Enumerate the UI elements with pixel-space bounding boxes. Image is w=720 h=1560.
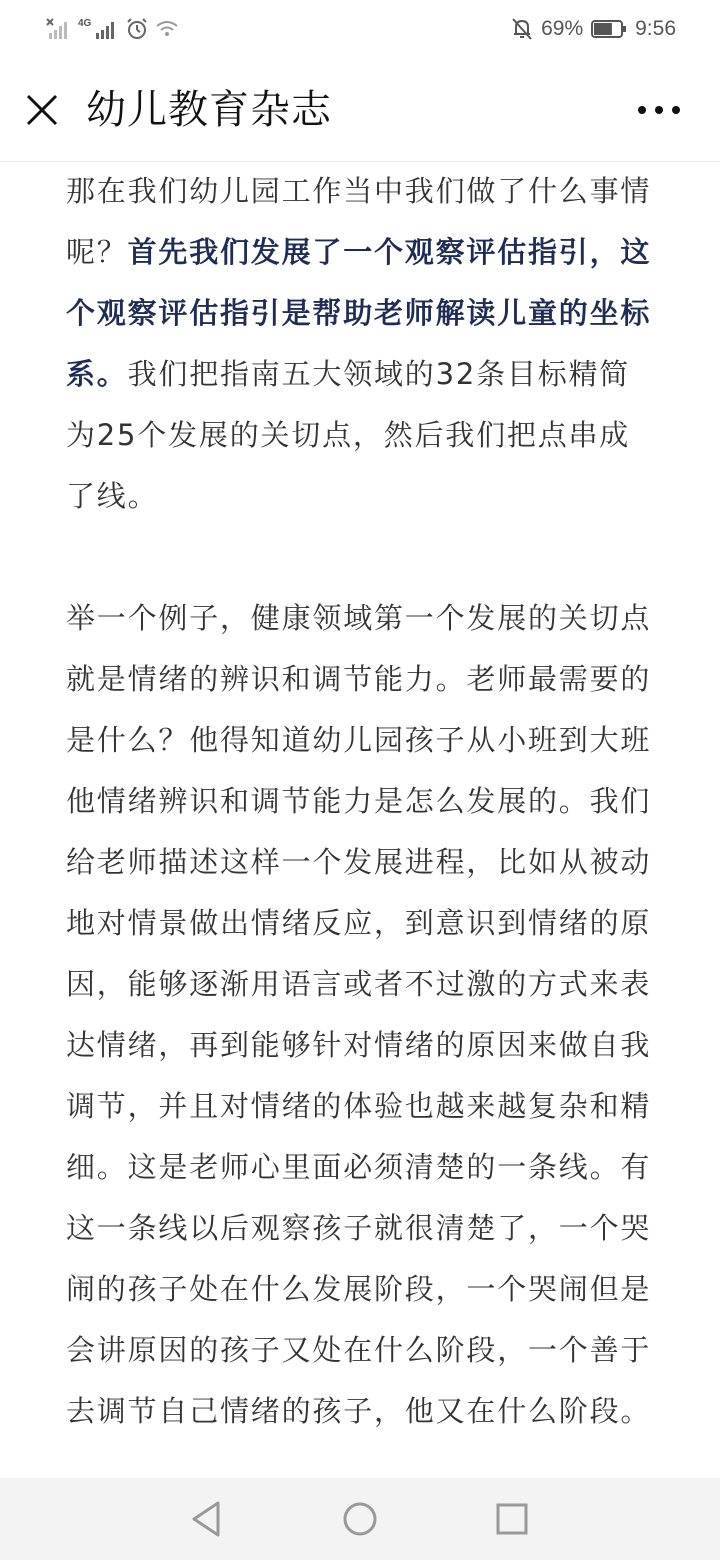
article-paragraph-2: 举一个例子，健康领域第一个发展的关切点就是情绪的辨识和调节能力。老师最需要的是什么？他得知道幼儿园孩子从小班到大班他情绪辨识和调节能力是怎么发展的。我们给老师描述这样一个发展进程，比如从被动地对情景做出情绪反应，到意识到情绪的原因，能够逐渐用语言或者不过激的方式来表达情绪，再到能够针对情绪的原因来做自我调节，并且对情绪的体验也越来越复杂和精细。这是老师心里面必须清楚的一条线。有这一条线以后观察孩子就很清楚了，一个哭闹的孩子处在什么发展阶段，一个哭闹但是会讲原因的孩子又处在什么阶段，一个善于去调节自己情绪的孩子，他又在什么阶段。 xyxy=(66,601,652,1428)
signal-icon xyxy=(95,18,119,40)
close-icon xyxy=(22,90,62,130)
paragraph-text: 那在我们幼儿园工作当中我们做了什么事情呢？ xyxy=(66,174,652,269)
status-bar xyxy=(0,0,720,58)
network-type-label: 4G xyxy=(78,17,92,29)
recents-button[interactable] xyxy=(491,1498,533,1540)
notification-off-icon xyxy=(511,17,533,41)
wifi-icon xyxy=(155,19,179,39)
recents-icon xyxy=(491,1498,533,1540)
close-button[interactable] xyxy=(22,90,62,130)
home-icon xyxy=(339,1498,381,1540)
page-title: 幼儿教育杂志 xyxy=(86,87,332,133)
clock-time: 9:56 xyxy=(635,17,676,40)
battery-percent: 69% xyxy=(541,17,584,40)
battery-icon xyxy=(591,19,627,39)
back-icon xyxy=(185,1498,227,1540)
status-bar-right xyxy=(511,17,676,41)
paragraph-text: 我们把指南五大领域的32条目标精简为25个发展的关切点，然后我们把点串成了线。 xyxy=(66,357,631,513)
more-options-button[interactable] xyxy=(632,98,686,122)
status-bar-left xyxy=(46,17,179,41)
app-header xyxy=(0,58,720,162)
back-button[interactable] xyxy=(185,1498,227,1540)
article-body xyxy=(66,161,658,1442)
home-button[interactable] xyxy=(339,1498,381,1540)
alarm-icon xyxy=(125,17,149,41)
more-icon xyxy=(632,98,686,122)
highlighted-text: 首先我们发展了一个观察评估指引，这个观察评估指引是帮助老师解读儿童的坐标系。 xyxy=(66,235,652,391)
signal-off-icon xyxy=(46,18,72,40)
system-navigation-bar xyxy=(0,1478,720,1560)
article-paragraph-1 xyxy=(66,161,658,527)
